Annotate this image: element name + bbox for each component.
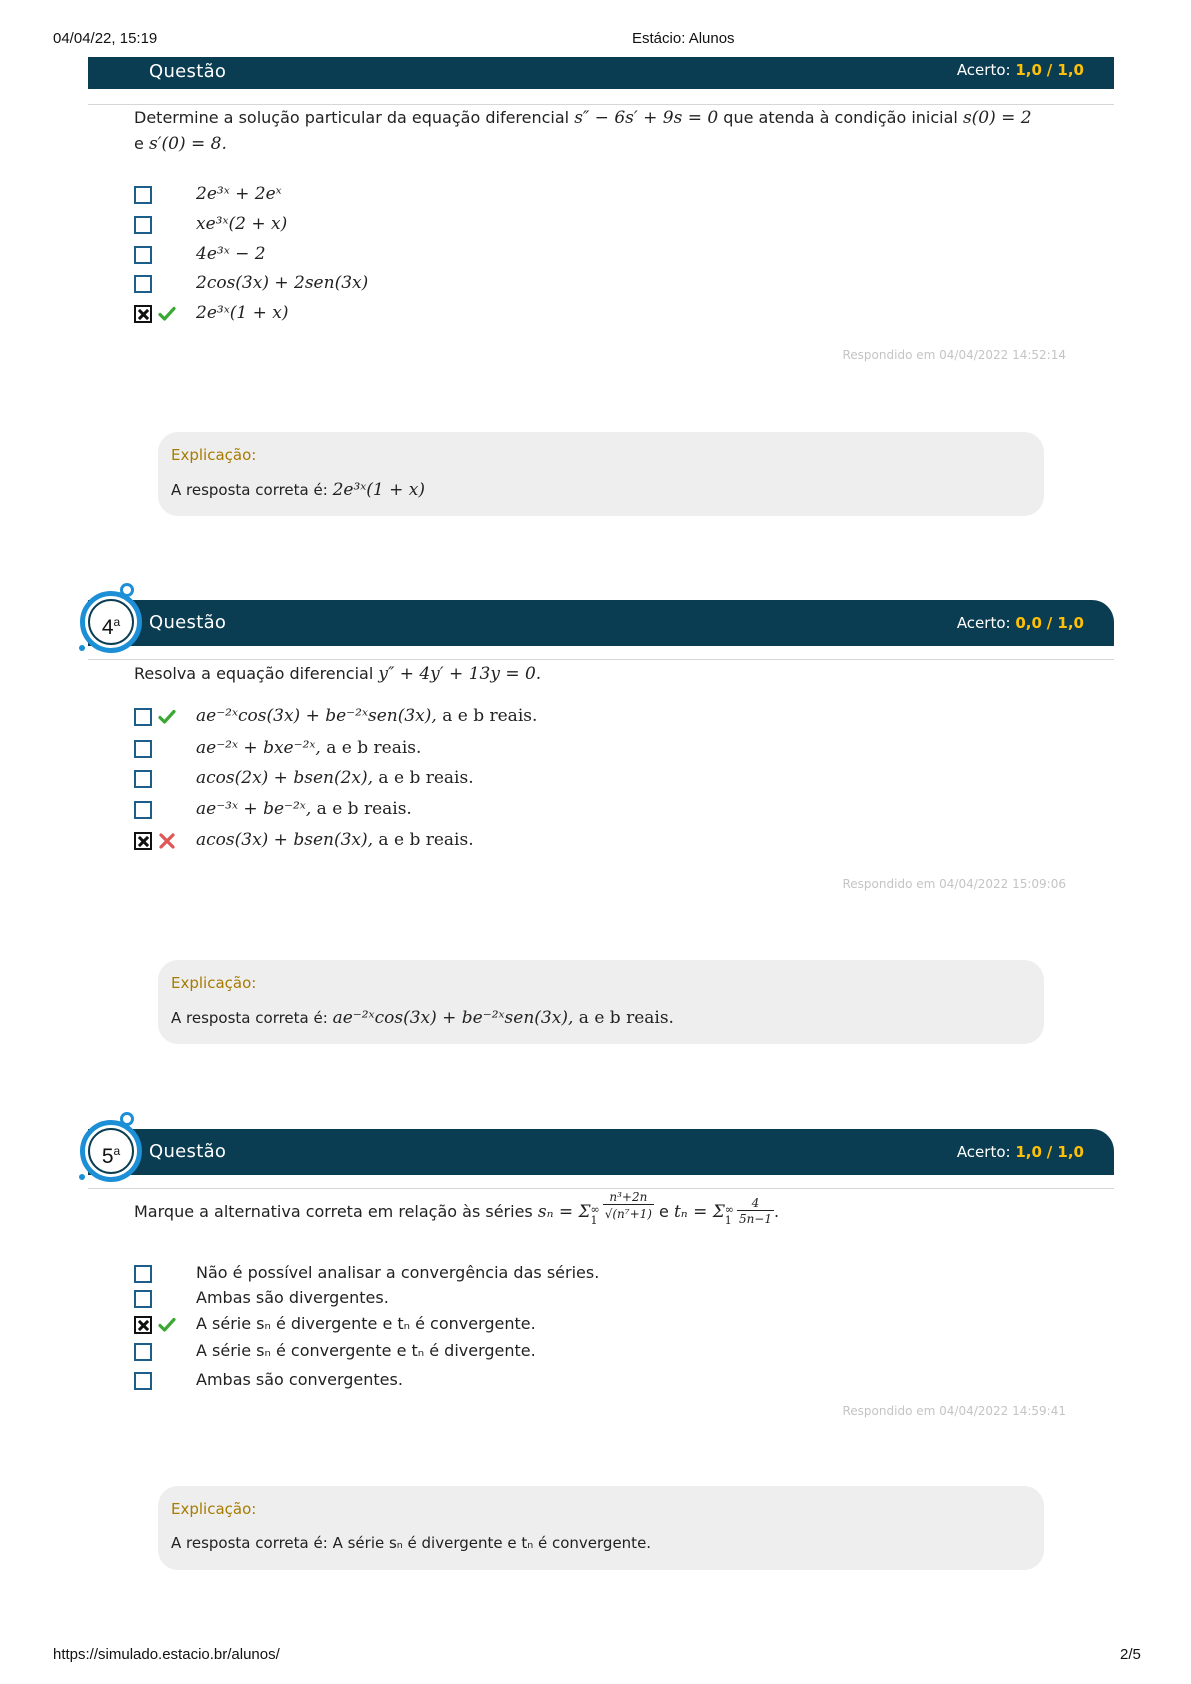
checkbox[interactable]: [134, 216, 152, 234]
option-text: ae⁻³ˣ + be⁻²ˣ, a e b reais.: [196, 799, 412, 819]
explanation-box: [158, 960, 1044, 1044]
score: Acerto: 1,0 / 1,0: [956, 61, 1084, 79]
checkbox[interactable]: [134, 275, 152, 293]
option-text: ae⁻²ˣcos(3x) + be⁻²ˣsen(3x), a e b reais.: [196, 706, 538, 726]
explanation-box: [158, 1486, 1044, 1570]
option-text: Ambas são divergentes.: [196, 1288, 389, 1307]
checkbox[interactable]: [134, 801, 152, 819]
answer-option[interactable]: [134, 1263, 1034, 1287]
question-title: Questão: [149, 61, 227, 82]
option-text: 2e³ˣ + 2eˣ: [196, 184, 282, 204]
question-title: Questão: [149, 1141, 227, 1162]
question-stem: Determine a solução particular da equação diferencial s″ − 6s′ + 9s = 0 que atenda à condição inicial s(0) = 2: [134, 108, 1032, 128]
answer-option[interactable]: [134, 830, 1034, 854]
answer-option[interactable]: [134, 1288, 1034, 1312]
checkbox-checked[interactable]: [134, 1316, 152, 1334]
question-number-badge: 4$^a$: [80, 591, 142, 653]
checkbox-checked[interactable]: [134, 832, 152, 850]
checkbox-checked[interactable]: [134, 305, 152, 323]
question-number-badge: 5$^a$: [80, 1120, 142, 1182]
explanation-text: A resposta correta é: ae⁻²ˣcos(3x) + be⁻²ˣsen(3x), a e b reais.: [171, 1008, 674, 1028]
question-title: Questão: [149, 612, 227, 633]
checkbox[interactable]: [134, 186, 152, 204]
print-url: https://simulado.estacio.br/alunos/: [53, 1646, 280, 1663]
checkbox[interactable]: [134, 1372, 152, 1390]
checkbox[interactable]: [134, 770, 152, 788]
answer-option[interactable]: [134, 1314, 1034, 1338]
check-icon: [158, 708, 176, 726]
answer-option[interactable]: [134, 303, 1034, 327]
answer-option[interactable]: [134, 706, 1034, 730]
checkbox[interactable]: [134, 246, 152, 264]
question-header-4: [88, 600, 1114, 646]
checkbox[interactable]: [134, 740, 152, 758]
print-datetime: 04/04/22, 15:19: [53, 30, 158, 47]
answered-timestamp: Respondido em 04/04/2022 15:09:06: [842, 877, 1066, 891]
divider: [88, 659, 1114, 660]
divider: [88, 1188, 1114, 1189]
explanation-text: A resposta correta é: A série sₙ é divergente e tₙ é convergente.: [171, 1534, 652, 1552]
explanation-title: Explicação:: [171, 1500, 257, 1518]
checkbox[interactable]: [134, 1343, 152, 1361]
option-text: A série sₙ é convergente e tₙ é divergente.: [196, 1341, 536, 1360]
checkbox[interactable]: [134, 1265, 152, 1283]
answer-option[interactable]: [134, 214, 1034, 238]
option-text: xe³ˣ(2 + x): [196, 214, 288, 234]
check-icon: [158, 1316, 176, 1334]
option-text: acos(2x) + bsen(2x), a e b reais.: [196, 768, 474, 788]
option-text: acos(3x) + bsen(3x), a e b reais.: [196, 830, 474, 850]
explanation-title: Explicação:: [171, 446, 257, 464]
option-text: 2cos(3x) + 2sen(3x): [196, 273, 369, 293]
question-header-5: [88, 1129, 1114, 1175]
option-text: A série sₙ é divergente e tₙ é convergente.: [196, 1314, 536, 1333]
question-stem: Marque a alternativa correta em relação às séries sₙ = Σ ∞ 1 $\frac{\text{n³+2n}}{\text{√(n⁷+1)}}$ e tₙ = Σ ∞ 1 $\frac{4}{5n-1}$ .: [134, 1190, 780, 1227]
answer-option[interactable]: [134, 244, 1034, 268]
answer-option[interactable]: [134, 738, 1034, 762]
answer-option[interactable]: [134, 273, 1034, 297]
question-stem: Resolva a equação diferencial y″ + 4y′ + 13y = 0.: [134, 664, 542, 684]
answered-timestamp: Respondido em 04/04/2022 14:52:14: [842, 348, 1066, 362]
checkbox[interactable]: [134, 708, 152, 726]
badge-decoration: [79, 1174, 85, 1180]
answer-option[interactable]: [134, 799, 1034, 823]
wrong-x-icon: [158, 832, 176, 850]
divider: [88, 104, 1114, 105]
question-header-3: [88, 57, 1114, 89]
print-page-number: 2/5: [1120, 1646, 1141, 1663]
option-text: 2e³ˣ(1 + x): [196, 303, 289, 323]
badge-decoration: [79, 645, 85, 651]
explanation-box: [158, 432, 1044, 516]
answer-option[interactable]: [134, 184, 1034, 208]
check-icon: [158, 305, 176, 323]
explanation-title: Explicação:: [171, 974, 257, 992]
option-text: Ambas são convergentes.: [196, 1370, 403, 1389]
answer-option[interactable]: [134, 1341, 1034, 1365]
option-text: Não é possível analisar a convergência das séries.: [196, 1263, 600, 1282]
answer-option[interactable]: [134, 1370, 1034, 1394]
print-site-title: Estácio: Alunos: [632, 30, 735, 47]
score: Acerto: 0,0 / 1,0: [956, 614, 1084, 632]
explanation-text: A resposta correta é: 2e³ˣ(1 + x): [171, 480, 426, 500]
answered-timestamp: Respondido em 04/04/2022 14:59:41: [842, 1404, 1066, 1418]
checkbox[interactable]: [134, 1290, 152, 1308]
question-stem-cont: e s′(0) = 8.: [134, 134, 227, 154]
score: Acerto: 1,0 / 1,0: [956, 1143, 1084, 1161]
answer-option[interactable]: [134, 768, 1034, 792]
option-text: ae⁻²ˣ + bxe⁻²ˣ, a e b reais.: [196, 738, 422, 758]
option-text: 4e³ˣ − 2: [196, 244, 266, 264]
